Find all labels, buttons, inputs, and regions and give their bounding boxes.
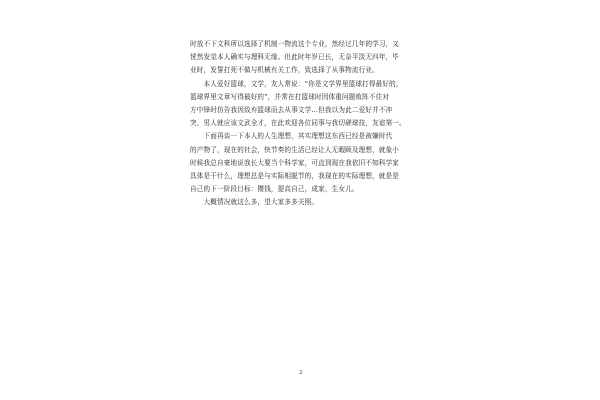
text-line: 大概情况就这么多，望大家多多关照。 bbox=[190, 198, 319, 207]
paragraph-ideals bbox=[190, 130, 418, 196]
paragraph-background bbox=[190, 38, 418, 78]
text-line: 自己的下一阶段目标：攒钱，提高自己，成家，生女儿。 bbox=[190, 185, 359, 194]
text-line: 时放不下文科所以选择了机制一物流这个专业，然经过几年的学习，又 bbox=[190, 40, 400, 48]
text-line: 的产物了，现在的社会，快节奏的生活已经让人无暇顾及理想，就象小 bbox=[190, 145, 400, 154]
text-line: 业时，发誓打死不做与机械有关工作，致选择了从事物流行业。 bbox=[190, 66, 379, 75]
text-line: 篮球界里文章写得最好的”，并常在打篮球时因体重问题败阵不住对 bbox=[190, 92, 390, 101]
text-line: 恍然发觉本人确实与理科无缘。但此时年岁已长，无奈平淡无四年，毕 bbox=[190, 53, 400, 62]
text-line: 本人爱好篮球，文学，友人常说：“你是文学界里篮球打得最好的， bbox=[190, 79, 403, 88]
text-line: 具体是干什么，理想总是与实际相脱节的，我现在的实际理想，就是是 bbox=[190, 172, 400, 181]
body-text bbox=[190, 38, 418, 210]
paragraph-hobbies bbox=[190, 78, 418, 131]
page-number: 2 bbox=[299, 370, 303, 376]
text-line: 下面再谈一下本人的人生理想，其实理想这东西已经是被嫌时代 bbox=[190, 132, 393, 141]
text-line: 时候我总自豪地说我长大要当个科学家，可直到现在我依旧不知科学家 bbox=[190, 158, 400, 167]
text-line: 方中锋时仿告我因致弃篮球而去从事文学…但我以为此二爱好并不冲 bbox=[190, 106, 393, 115]
text-line: 突，男人就应该文武全才，在此欢迎各位同事与我切磋球技，友谊第一。 bbox=[190, 119, 406, 128]
paragraph-closing bbox=[190, 196, 418, 209]
